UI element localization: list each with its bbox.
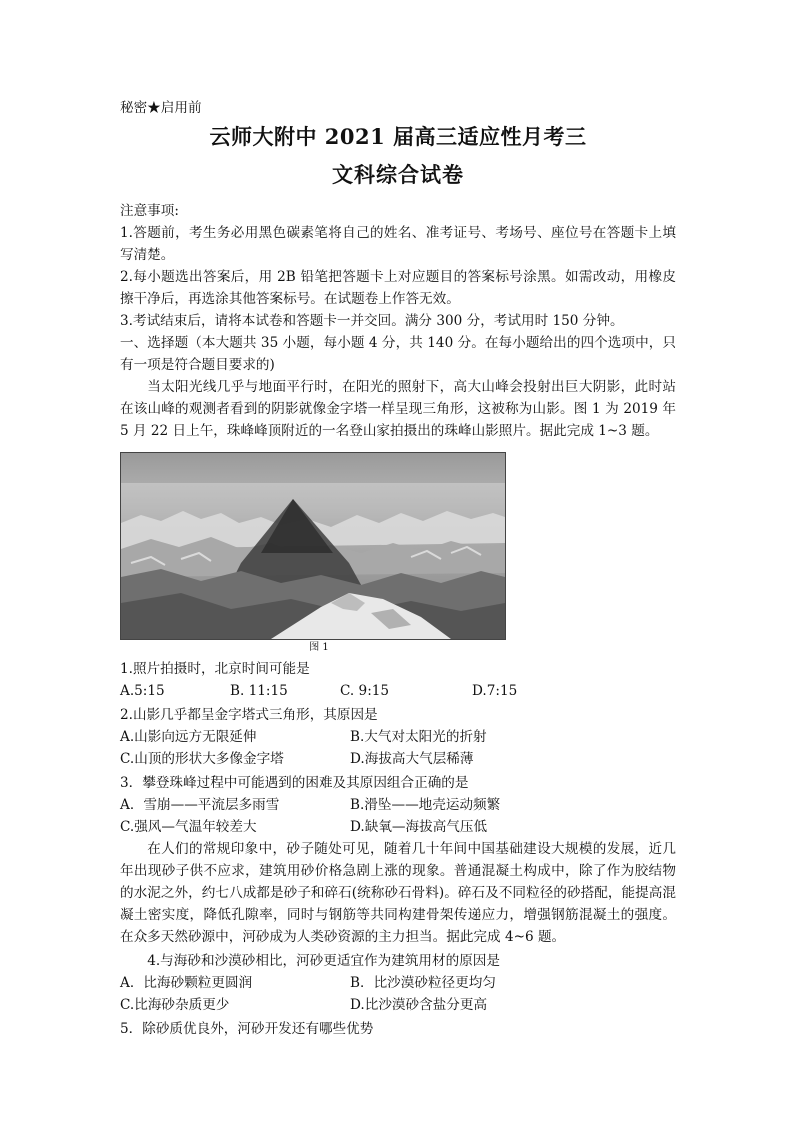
option-d: D.7:15	[472, 683, 518, 699]
notice-item-1: 1.答题前，考生务必用黑色碳素笔将自己的姓名、准考证号、考场号、座位号在答题卡上填写清楚。	[120, 225, 676, 263]
question-3	[120, 772, 676, 838]
section-heading: 一、选择题（本大题共 35 小题，每小题 4 分，共 140 分。在每小题给出的四个选项中，只有一项是符合题目要求的)	[120, 335, 676, 373]
option-b: B. 11:15	[230, 683, 288, 699]
option-c: C.山顶的形状大多像金字塔	[120, 751, 284, 767]
question-2-options-row1	[120, 726, 676, 748]
question-2-stem: 2.山影几乎都呈金字塔式三角形，其原因是	[120, 707, 378, 723]
notice-section	[120, 200, 676, 332]
question-5	[120, 1018, 676, 1040]
option-a: A．雪崩——平流层多雨雪	[120, 797, 280, 813]
question-4-stem: 4.与海砂和沙漠砂相比，河砂更适宜作为建筑用材的原因是	[147, 953, 500, 969]
confidential-label: 秘密★启用前	[120, 100, 202, 116]
option-a: A.5:15	[120, 683, 165, 699]
option-c: C. 9:15	[340, 683, 390, 699]
option-d: D.海拔高大气层稀薄	[350, 751, 474, 767]
notice-item-3: 3.考试结束后，请将本试卷和答题卡一并交回。满分 300 分，考试用时 150 分钟。	[120, 313, 624, 329]
option-c: C.强风—气温年较差大	[120, 819, 257, 835]
option-b: B.大气对太阳光的折射	[350, 729, 487, 745]
question-1	[120, 658, 676, 702]
option-b: B．比沙漠砂粒径更均匀	[350, 975, 496, 991]
passage-2: 在人们的常规印象中，砂子随处可见，随着几十年间中国基础建设大规模的发展，近几年出现砂子供不应求，建筑用砂价格急剧上涨的现象。普通混凝土构成中，除了作为胶结物的水泥之外，约七八成都是砂子和碎石(统称砂石骨料)。碎石及不同粒径的砂搭配，能提高混凝土密实度，降低孔隙率，同时与钢筋等共同构建骨架传递应力，增强钢筋混凝土的强度。在众多天然砂源中，河砂成为人类砂资源的主力担当。据此完成 4~6 题。	[120, 841, 676, 945]
notice-item-2: 2.每小题选出答案后，用 2B 铅笔把答题卡上对应题目的答案标号涂黑。如需改动，用橡皮擦干净后，再选涂其他答案标号。在试题卷上作答无效。	[120, 269, 676, 307]
option-d: D.缺氧—海拔高气压低	[350, 819, 488, 835]
option-c: C.比海砂杂质更少	[120, 997, 230, 1013]
option-d: D.比沙漠砂含盐分更高	[350, 997, 488, 1013]
question-4-options-row1	[120, 972, 676, 994]
question-1-stem: 1.照片拍摄时，北京时间可能是	[120, 661, 310, 677]
question-2	[120, 704, 676, 770]
question-5-stem: 5．除砂质优良外，河砂开发还有哪些优势	[120, 1021, 374, 1037]
question-3-options-row2	[120, 816, 676, 838]
question-3-options-row1	[120, 794, 676, 816]
figure-caption: 图 1	[309, 642, 329, 653]
option-a: A．比海砂颗粒更圆润	[120, 975, 253, 991]
question-3-stem: 3．攀登珠峰过程中可能遇到的困难及其原因组合正确的是	[120, 775, 469, 791]
question-2-options-row2	[120, 748, 676, 770]
option-a: A.山影向远方无限延伸	[120, 729, 257, 745]
figure-1	[120, 452, 508, 656]
question-4-options-row2	[120, 994, 676, 1016]
option-b: B.滑坠——地壳运动频繁	[350, 797, 501, 813]
exam-page	[120, 98, 676, 1040]
question-1-options	[120, 680, 676, 702]
mountain-shadow-photo	[120, 452, 506, 640]
question-4	[120, 950, 676, 1016]
exam-subtitle: 文科综合试卷	[332, 162, 464, 187]
passage-1: 当太阳光线几乎与地面平行时，在阳光的照射下，高大山峰会投射出巨大阴影，此时站在该山峰的观测者看到的阴影就像金字塔一样呈现三角形，这被称为山影。图 1 为 2019 年 5 月 22 日上午，珠峰峰顶附近的一名登山家拍摄出的珠峰山影照片。据此完成 1~3 题。	[120, 379, 676, 439]
exam-title: 云师大附中 2021 届高三适应性月考三	[209, 124, 587, 149]
notice-heading: 注意事项:	[120, 203, 179, 219]
